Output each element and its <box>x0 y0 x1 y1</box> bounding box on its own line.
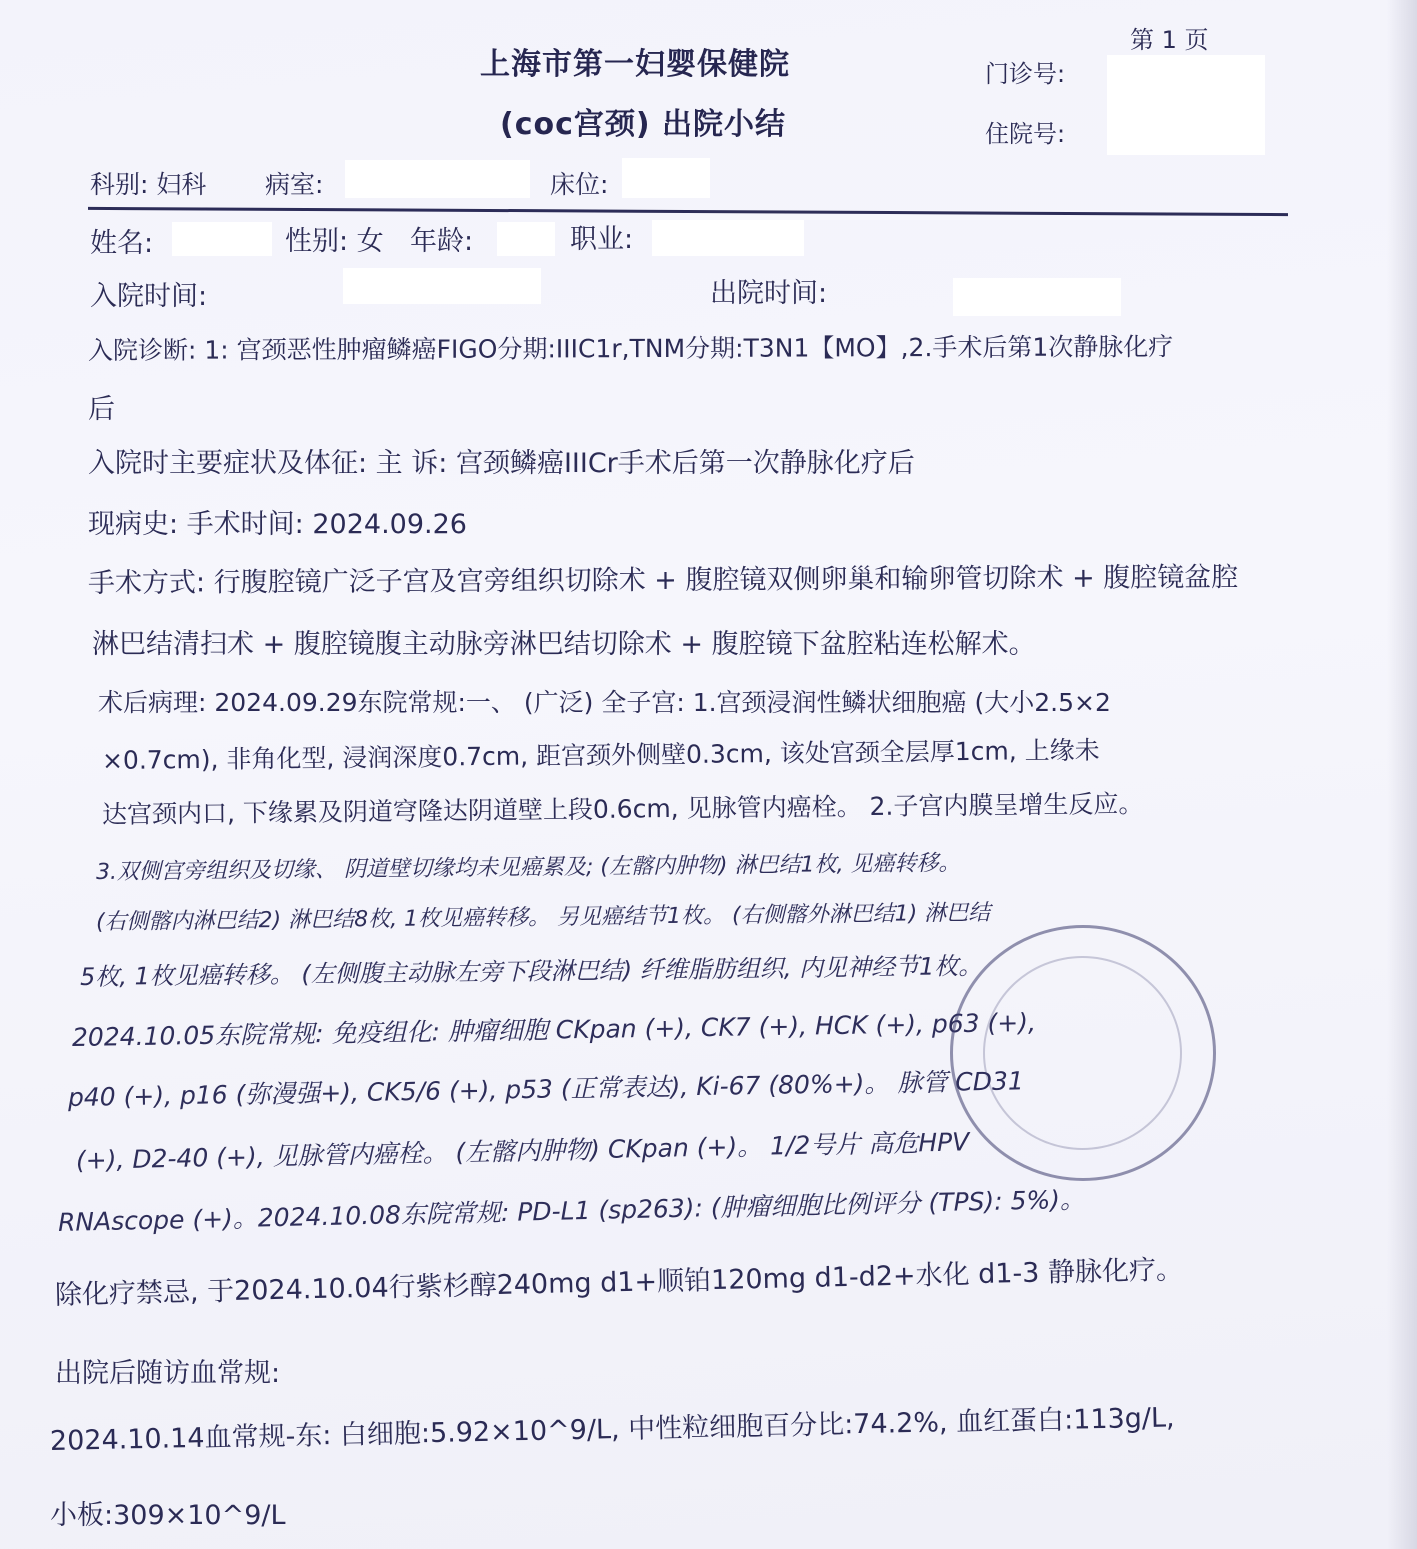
surgery-method-cont: 淋巴结清扫术 + 腹腔镜腹主动脉旁淋巴结切除术 + 腹腔镜下盆腔粘连松解术。 <box>92 629 1036 660</box>
immunohistochemistry-line: (+), D2-40 (+), 见脉管内癌栓。 (左髂内肿物) CKpan (+)。 1/2号片 高危HPV <box>75 1127 970 1175</box>
followup-title: 出院后随访血常规: <box>55 1358 281 1389</box>
redacted-id-block <box>1107 55 1265 155</box>
pathology-line: (右侧髂内淋巴结2) 淋巴结8枚, 1枚见癌转移。 另见癌结节1枚。 (右侧髂外淋巴结1) 淋巴结 <box>95 900 991 935</box>
pathology-line: 达宫颈内口, 下缘累及阴道穹隆达阴道壁上段0.6cm, 见脉管内癌栓。 2.子宫内膜呈增生反应。 <box>101 789 1144 829</box>
name-label: 姓名: <box>90 228 154 259</box>
sex-field: 性别: 女 <box>285 226 384 257</box>
pathology-line: 术后病理: 2024.09.29东院常规:一、 (广泛) 全子宫: 1.宫颈浸润性鳞状细胞癌 (大小2.5×2 <box>98 688 1111 717</box>
blood-routine-cont: 小板:309×10^9/L <box>50 1500 286 1531</box>
redacted-room <box>345 160 530 198</box>
immunohistochemistry-line: p40 (+), p16 (弥漫强+), CK5/6 (+), p53 (正常表达), Ki-67 (80%+)。 脉管 CD31 <box>67 1066 1025 1112</box>
redacted-age <box>497 222 555 256</box>
redacted-occupation <box>652 220 804 256</box>
redacted-discharge-time <box>953 278 1121 316</box>
room-label: 病室: <box>265 170 324 199</box>
discharge-time-label: 出院时间: <box>710 278 828 309</box>
admission-diagnosis-cont: 后 <box>88 394 115 425</box>
pathology-line: 3.双侧宫旁组织及切缘、 阴道壁切缘均未见癌累及; (左髂内肿物) 淋巴结1枚, 见癌转移。 <box>95 850 961 885</box>
chief-complaint: 入院时主要症状及体征: 主 诉: 宫颈鳞癌IIICr手术后第一次静脉化疗后 <box>88 448 915 479</box>
present-illness: 现病史: 手术时间: 2024.09.26 <box>88 509 467 540</box>
redacted-name <box>172 222 272 256</box>
blood-routine-line: 2024.10.14血常规-东: 白细胞:5.92×10^9/L, 中性粒细胞百分比:74.2%, 血红蛋白:113g/L, <box>49 1402 1175 1457</box>
chemotherapy-line: 除化疗禁忌, 于2024.10.04行紫杉醇240mg d1+顺铂120mg d1-d2+水化 d1-3 静脉化疗。 <box>54 1254 1184 1311</box>
bed-label: 床位: <box>550 170 609 199</box>
paper-edge-shadow <box>1387 0 1417 1549</box>
redacted-bed <box>622 158 710 198</box>
pathology-line: ×0.7cm), 非角化型, 浸润深度0.7cm, 距宫颈外侧壁0.3cm, 该处宫颈全层厚1cm, 上缘未 <box>101 735 1100 775</box>
hospital-name: 上海市第一妇婴保健院 <box>480 47 790 82</box>
inpatient-number-label: 住院号: <box>985 120 1066 148</box>
surgery-method: 手术方式: 行腹腔镜广泛子宫及宫旁组织切除术 + 腹腔镜双侧卵巢和输卵管切除术 + 腹腔镜盆腔 <box>87 561 1239 599</box>
official-stamp <box>950 925 1216 1181</box>
occupation-label: 职业: <box>570 224 634 255</box>
header-divider <box>88 207 1288 216</box>
department: 科别: 妇科 <box>90 170 207 199</box>
clinic-number-label: 门诊号: <box>985 60 1066 88</box>
admission-time-label: 入院时间: <box>90 281 208 312</box>
pd-l1-line: RNAscope (+)。2024.10.08东院常规: PD-L1 (sp263): (肿瘤细胞比例评分 (TPS): 5%)。 <box>57 1184 1086 1237</box>
admission-diagnosis: 入院诊断: 1: 宫颈恶性肿瘤鳞癌FIGO分期:IIIC1r,TNM分期:T3N1【MO】,2.手术后第1次静脉化疗 <box>87 332 1174 365</box>
page-indicator: 第 1 页 <box>1130 26 1209 54</box>
age-label: 年龄: <box>410 226 474 257</box>
immunohistochemistry-line: 2024.10.05东院常规: 免疫组化: 肿瘤细胞 CKpan (+), CK7 (+), HCK (+), p63 (+), <box>71 1007 1037 1052</box>
pathology-line: 5枚, 1枚见癌转移。 (左侧腹主动脉左旁下段淋巴结) 纤维脂肪组织, 内见神经节1枚。 <box>79 951 983 991</box>
redacted-admission-time <box>343 268 541 304</box>
document-title: (coc宫颈) 出院小结 <box>500 107 787 142</box>
